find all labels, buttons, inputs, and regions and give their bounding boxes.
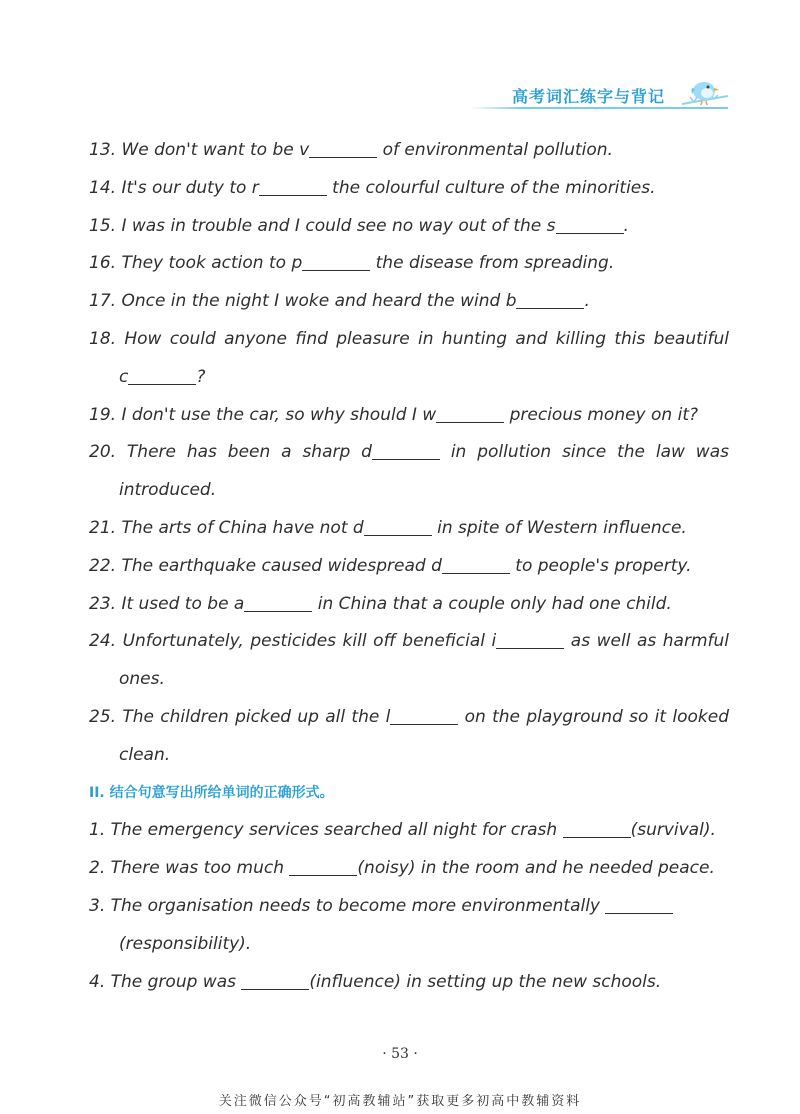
answer-blank[interactable] xyxy=(259,178,327,196)
page-header xyxy=(470,74,732,110)
answer-blank[interactable] xyxy=(244,594,312,612)
page-number: · 53 · xyxy=(382,1046,418,1062)
answer-blank[interactable] xyxy=(390,707,458,725)
answer-blank[interactable] xyxy=(289,858,357,876)
exercise-item-24-cont: ones. xyxy=(119,669,165,690)
exercise-item-20: 20. There has been a sharp d in pollution since the law was xyxy=(89,442,729,463)
exercise-item-18-cont: c ? xyxy=(119,366,206,387)
exercise-item-3-cont: (responsibility). xyxy=(119,933,252,954)
answer-blank[interactable] xyxy=(372,442,440,460)
exercise-item-25-cont: clean. xyxy=(119,744,171,765)
exercise-item-22: 22. The earthquake caused widespread d to people's property. xyxy=(89,555,692,576)
exercise-item-25: 25. The children picked up all the l on the playground so it looked xyxy=(89,706,729,727)
exercise-item-17: 17. Once in the night I woke and heard the wind b . xyxy=(89,291,590,312)
exercise-item-3: 3. The organisation needs to become more environmentally xyxy=(89,888,729,926)
answer-blank[interactable] xyxy=(364,518,432,536)
section-heading: II. 结合句意写出所给单词的正确形式。 xyxy=(89,784,334,801)
exercise-item-19: 19. I don't use the car, so why should I w precious money on it? xyxy=(89,404,699,425)
answer-blank[interactable] xyxy=(516,291,584,309)
answer-blank[interactable] xyxy=(241,972,309,990)
footer-note: 关注微信公众号“初高教辅站”获取更多初高中教辅资料 xyxy=(218,1094,582,1109)
exercise-item-14: 14. It's our duty to r the colourful culture of the minorities. xyxy=(89,177,656,198)
exercise-item-15: 15. I was in trouble and I could see no way out of the s . xyxy=(89,215,629,236)
answer-blank[interactable] xyxy=(436,405,504,423)
answer-blank[interactable] xyxy=(556,216,624,234)
answer-blank[interactable] xyxy=(302,253,370,271)
exercise-item-13: 13. We don't want to be v of environmental pollution. xyxy=(89,140,613,160)
answer-blank[interactable] xyxy=(496,631,564,649)
header-title: 高考词汇练字与背记 xyxy=(512,87,666,106)
exercise-item-1: 1. The emergency services searched all night for crash (survival). xyxy=(89,820,716,841)
header-divider xyxy=(470,107,728,109)
exercise-item-24: 24. Unfortunately, pesticides kill off beneficial i as well as harmful xyxy=(89,631,729,652)
answer-blank[interactable] xyxy=(605,896,673,914)
exercise-item-23: 23. It used to be a in China that a couple only had one child. xyxy=(89,593,672,614)
exercise-item-21: 21. The arts of China have not d in spite of Western influence. xyxy=(89,517,687,538)
answer-blank[interactable] xyxy=(309,140,377,158)
answer-blank[interactable] xyxy=(442,556,510,574)
bird-icon xyxy=(680,74,730,110)
answer-blank[interactable] xyxy=(563,820,631,838)
exercise-content xyxy=(89,132,729,1001)
exercise-item-4: 4. The group was (influence) in setting up the new schools. xyxy=(89,971,662,992)
exercise-item-2: 2. There was too much (noisy) in the room and he needed peace. xyxy=(89,858,715,879)
exercise-item-18: 18. How could anyone find pleasure in hunting and killing this beautiful xyxy=(89,328,729,349)
exercise-item-16: 16. They took action to p the disease from spreading. xyxy=(89,253,615,274)
exercise-item-20-cont: introduced. xyxy=(119,480,217,501)
answer-blank[interactable] xyxy=(128,367,196,385)
